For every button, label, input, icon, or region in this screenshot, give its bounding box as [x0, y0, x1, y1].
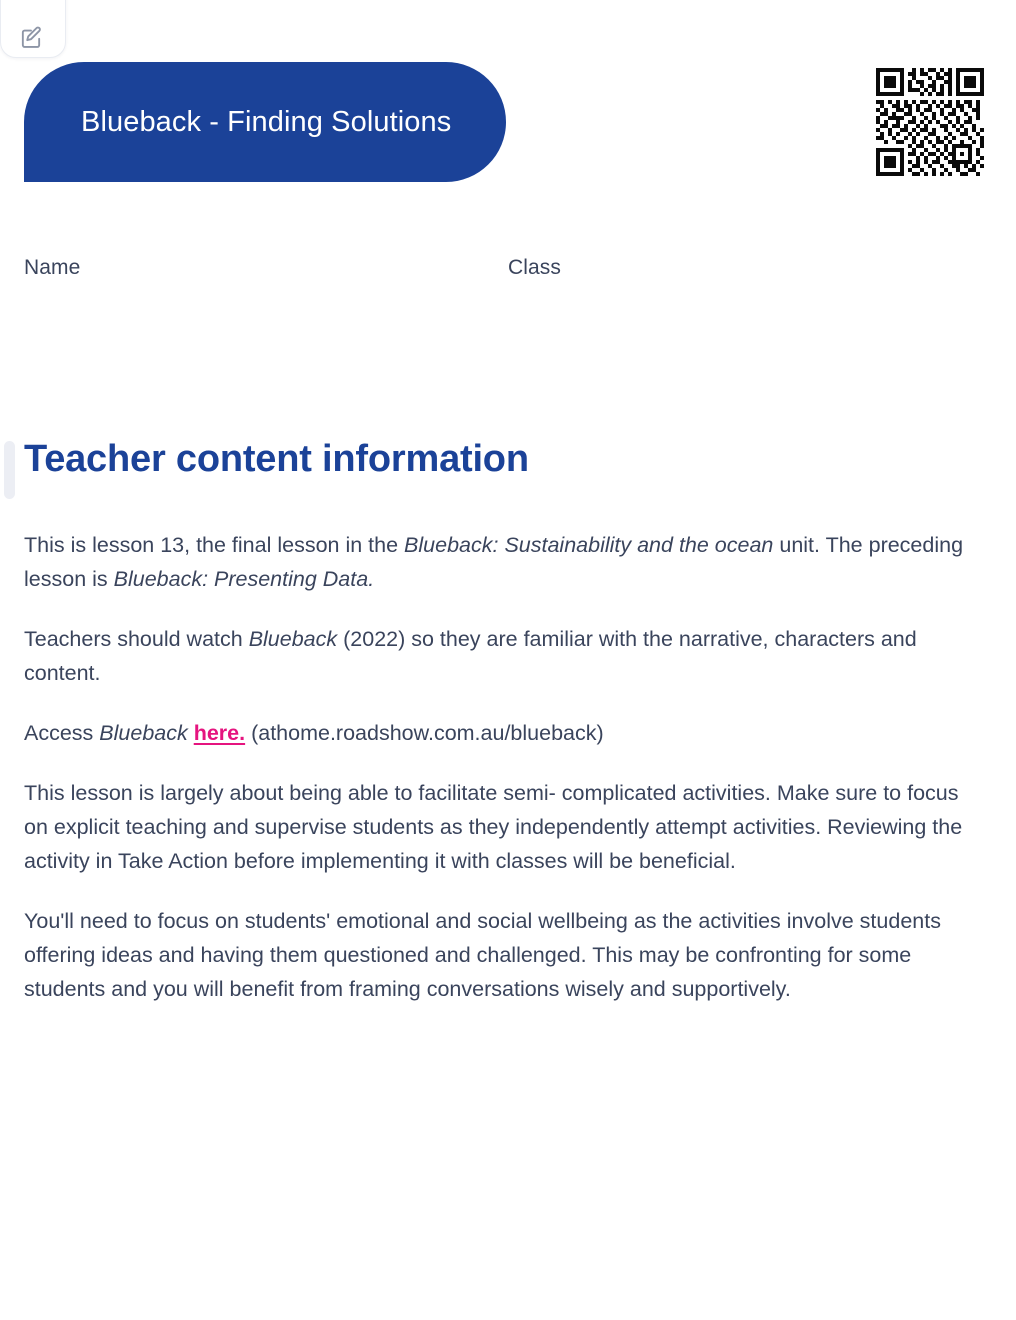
- paragraph2-part1: Teachers should watch: [24, 627, 249, 651]
- teacher-content-body: [24, 528, 986, 1006]
- paragraph-wellbeing-guidance: You'll need to focus on students' emotional and social wellbeing as the activities involve students offering ideas and having them questioned and challenged. This may be confronting for some students and you will benefit from framing conversations wisely and supportively.: [24, 909, 941, 1001]
- paragraph2-part2: (2022) so they are familiar with the narrative, characters and content.: [24, 627, 917, 685]
- paragraph3-italic1: Blueback: [99, 721, 188, 745]
- blueback-here-link[interactable]: here.: [193, 721, 246, 745]
- paragraph-access-link: [24, 716, 986, 750]
- page-title: Teacher content information: [24, 438, 529, 480]
- lesson-title: Blueback - Finding Solutions: [81, 105, 452, 138]
- paragraph1-italic1: Blueback: Sustainability and the ocean: [404, 533, 774, 557]
- paragraph3-part2: (athome.roadshow.com.au/blueback): [245, 721, 604, 745]
- qr-code-image: [872, 62, 988, 182]
- section-header: [0, 438, 1016, 500]
- qr-code[interactable]: [872, 62, 988, 182]
- paragraph3-part1: Access: [24, 721, 100, 745]
- paragraph-facilitation-guidance: This lesson is largely about being able to facilitate semi- complicated activities. Make sure to focus on explicit teaching and supervise students as they independently attempt activities. Reviewing the activity in Take Action before implementing it with classes will be beneficial.: [24, 781, 963, 873]
- paragraph-lesson-position: [24, 528, 986, 596]
- section-accent-bar: [4, 441, 15, 499]
- paragraph1-italic2: Blueback: Presenting Data.: [113, 567, 375, 591]
- edit-chip-card[interactable]: [0, 0, 66, 58]
- student-fields-row: [24, 256, 964, 290]
- edit-square-pencil-icon[interactable]: [17, 23, 45, 51]
- paragraph1-part2: unit. The preceding lesson is: [24, 533, 964, 591]
- paragraph-watch-film: [24, 622, 986, 690]
- lesson-title-banner: [24, 62, 506, 182]
- paragraph2-italic1: Blueback: [248, 627, 338, 651]
- name-field-label: Name: [24, 256, 81, 279]
- class-field-label: Class: [508, 256, 562, 279]
- paragraph1-part1: This is lesson 13, the final lesson in the: [24, 533, 405, 557]
